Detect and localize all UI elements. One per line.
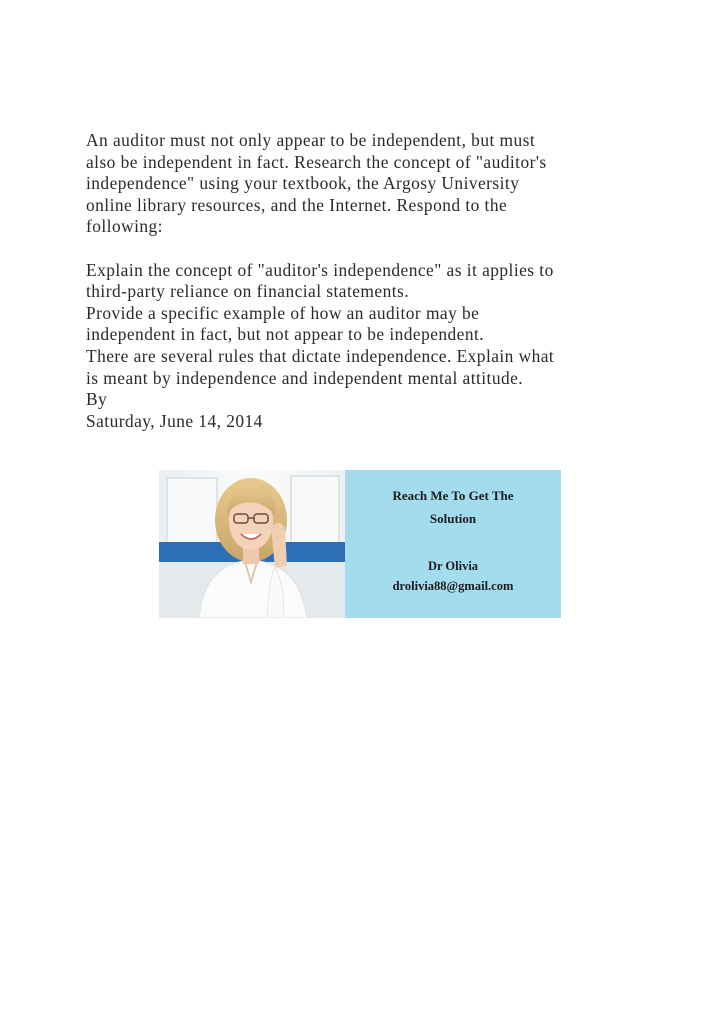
text-line: Provide a specific example of how an auditor may be	[86, 302, 480, 323]
text-line: There are several rules that dictate independence. Explain what	[86, 345, 555, 366]
contact-info-panel	[345, 470, 561, 618]
text-line: Explain the concept of "auditor's independence" as it applies to	[86, 259, 554, 280]
text-line: also be independent in fact. Research the concept of "auditor's	[86, 151, 547, 172]
contact-name: Dr Olivia	[427, 559, 479, 573]
paragraph-gap	[86, 238, 646, 260]
contact-email: drolivia88@gmail.com	[392, 579, 514, 593]
text-line: third-party reliance on financial statements.	[86, 281, 410, 302]
headline-line: Reach Me To Get The	[392, 488, 514, 503]
text-line: is meant by independence and independent mental attitude.	[86, 367, 524, 388]
text-line: independent in fact, but not appear to be independent.	[86, 324, 485, 345]
photo-illustration	[159, 470, 345, 618]
text-line: independence" using your textbook, the Argosy University	[86, 173, 520, 194]
assignment-text	[86, 130, 646, 432]
headline-line: Solution	[429, 511, 477, 526]
contact-banner	[159, 470, 561, 618]
banner-headline	[345, 484, 561, 530]
text-line: An auditor must not only appear to be independent, but must	[86, 130, 536, 150]
smiling-woman-photo	[159, 470, 345, 618]
text-line: following:	[86, 216, 163, 237]
text-line: By	[86, 389, 108, 410]
banner-contact	[345, 556, 561, 596]
text-line: online library resources, and the Internet. Respond to the	[86, 194, 508, 215]
due-date: Saturday, June 14, 2014	[86, 410, 263, 431]
